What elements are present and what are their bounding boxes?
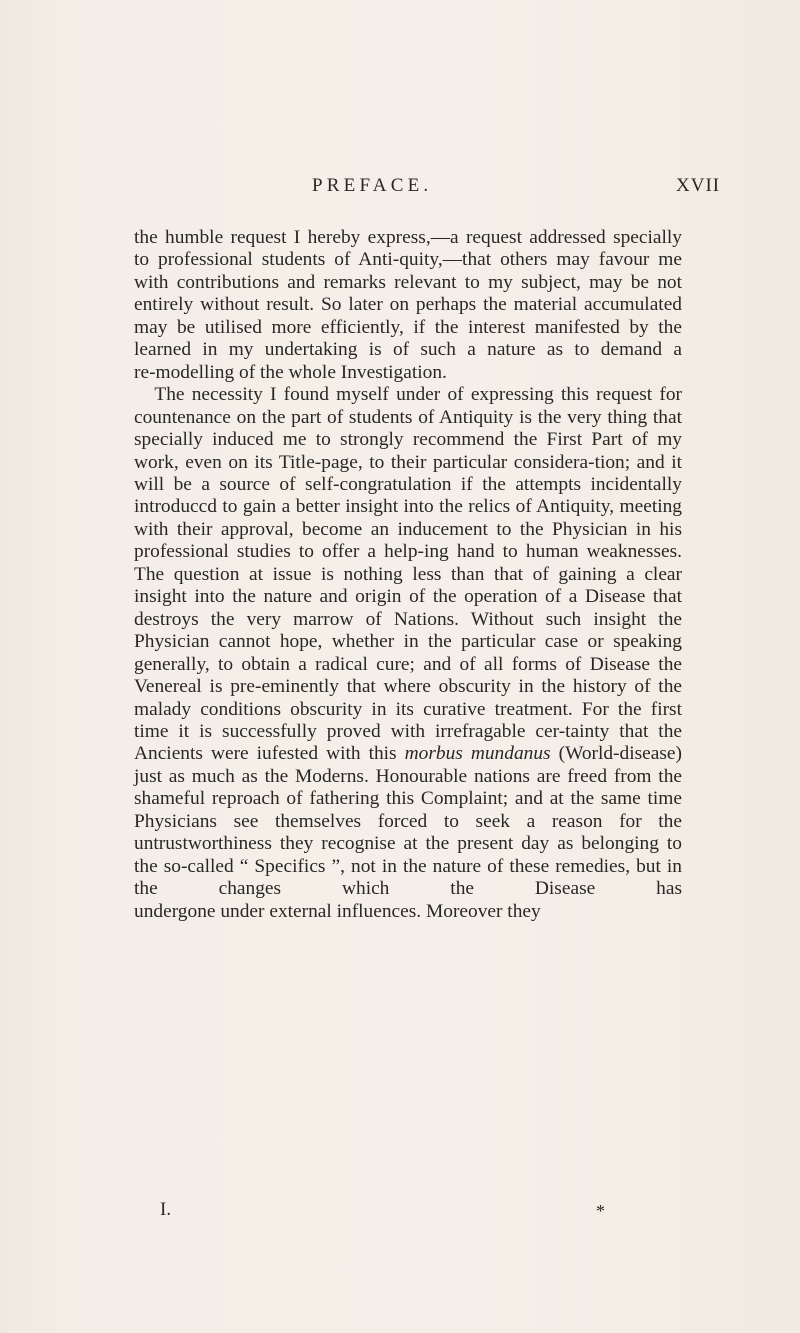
paragraph-text: The necessity I found myself under of expressing this request for countenance on the part of students of Antiquity is the very thing that specially induced me to strongly recommend the First Part of my work, even on its Title-page, to their particular considera-tion; and it will be a source of self-congratulation if the attempts incidentally introduccd to gain a better insight into the relics of Antiquity, meeting with their approval, become an inducement to the Physician in his professional studies to offer a help-ing hand to human weaknesses. The question at issue is nothing less than that of gaining a clear insight into the nature and origin of the operation of a Disease that destroys the very marrow of Nations. Without such insight the Physician cannot hope, whether in the particular case or speaking generally, to obtain a radical cure; and of all forms of Disease the Venereal is pre-eminently that where obscurity in the history of the malady conditions obscurity in its curative treatment. For the first time it is successfully proved with irrefragable cer-tainty that the Ancients were iufested with this bbox=[134, 384, 682, 765]
page-number: XVII bbox=[676, 175, 721, 196]
page-footer bbox=[0, 1199, 800, 1223]
paragraph-text: the humble request I hereby express,—a request addressed specially to professional students of Anti-quity,—that others may favour me with contributions and remarks relevant to my subject, may be not entirely without result. So later on perhaps the material accumulated may be utilised more efficiently, if the interest manifested by the learned in my undertaking is of such a nature as to demand a bbox=[134, 227, 682, 361]
paragraph-last-line: re-modelling of the whole Investigation. bbox=[134, 361, 447, 383]
paragraph-last-line: undergone under external influences. Moreover they bbox=[134, 900, 541, 922]
running-title: PREFACE. bbox=[312, 175, 433, 196]
body-text bbox=[134, 227, 682, 923]
paragraph bbox=[134, 384, 682, 923]
paragraph-text: (World-disease) just as much as the Moderns. Honourable nations are freed from the shameful reproach of fathering this Complaint; and at the same time Physicians see themselves forced to seek a reason for the untrustworthiness they recognise at the present day as belonging to the so-called “ Specifics ”, not in the nature of these remedies, but in the changes which the Disease has bbox=[134, 743, 682, 900]
signature-mark: I. bbox=[160, 1199, 172, 1220]
paragraph bbox=[134, 227, 682, 384]
page-header bbox=[0, 175, 800, 201]
latin-term: morbus mundanus bbox=[404, 743, 551, 765]
signature-star: * bbox=[596, 1201, 605, 1221]
